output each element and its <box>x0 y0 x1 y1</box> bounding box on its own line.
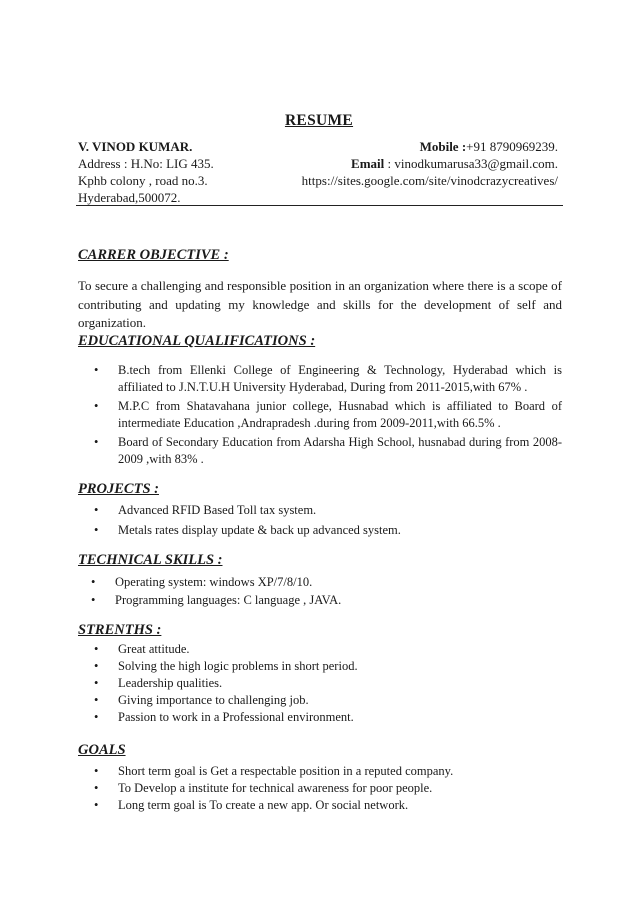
education-heading: EDUCATIONAL QUALIFICATIONS : <box>78 333 316 349</box>
list-item: • Operating system: windows XP/7/8/10. <box>91 574 561 591</box>
list-item: • To Develop a institute for technical awareness for poor people. <box>94 780 562 797</box>
page-title: RESUME <box>284 112 354 129</box>
list-item: • Giving importance to challenging job. <box>94 692 562 709</box>
candidate-name: V. VINOD KUMAR. <box>78 139 193 154</box>
technical-skills-list <box>91 574 561 609</box>
list-item: • Leadership qualities. <box>94 675 562 692</box>
mobile-line <box>420 138 558 155</box>
list-item: • B.tech from Ellenki College of Engineering & Technology, Hyderabad which is affiliated to J.N.T.U.H University Hyderabad, During from 2011-2015,with 67% . <box>94 362 562 396</box>
technical-skills-heading: TECHNICAL SKILLS : <box>78 552 223 568</box>
mobile-value: +91 8790969239. <box>466 139 558 154</box>
education-list <box>94 362 562 468</box>
strengths-list <box>94 641 562 726</box>
strengths-heading: STRENTHS : <box>78 622 162 638</box>
goals-list <box>94 763 562 814</box>
list-item: • Long term goal is To create a new app. Or social network. <box>94 797 562 814</box>
email-line <box>351 155 558 172</box>
list-item: • Programming languages: C language , JAVA. <box>91 592 561 609</box>
list-item: • Short term goal is Get a respectable position in a reputed company. <box>94 763 562 780</box>
list-item: • Passion to work in a Professional environment. <box>94 709 562 726</box>
list-item: • M.P.C from Shatavahana junior college, Husnabad which is affiliated to Board of intermediate Education ,Andrapradesh .during from 2009-2011,with 66.5% . <box>94 398 562 432</box>
list-item: • Solving the high logic problems in short period. <box>94 658 562 675</box>
list-item: • Advanced RFID Based Toll tax system. <box>94 502 562 519</box>
list-item: • Great attitude. <box>94 641 562 658</box>
projects-heading: PROJECTS : <box>78 481 159 497</box>
website-link[interactable]: https://sites.google.com/site/vinodcrazycreatives/ <box>301 173 558 188</box>
list-item: • Metals rates display update & back up advanced system. <box>94 522 562 539</box>
projects-list <box>94 502 562 539</box>
header-divider <box>76 205 563 206</box>
email-value: : vinodkumarusa33@gmail.com. <box>384 156 558 171</box>
objective-heading: CARRER OBJECTIVE : <box>78 247 229 263</box>
goals-heading: GOALS <box>78 742 126 758</box>
address-line-2: Kphb colony , road no.3. <box>78 173 208 188</box>
mobile-label: Mobile : <box>419 139 467 154</box>
objective-text: To secure a challenging and responsible position in an organization where there is a scope of contributing and updating my knowledge and skills for the development of self and organization. <box>78 278 562 330</box>
address-line-3: Hyderabad,500072. <box>78 190 181 205</box>
address-line-1: Address : H.No: LIG 435. <box>78 156 214 171</box>
email-label: Email <box>351 156 385 171</box>
list-item: • Board of Secondary Education from Adarsha High School, husnabad during from 2008-2009 ,with 83% . <box>94 434 562 468</box>
